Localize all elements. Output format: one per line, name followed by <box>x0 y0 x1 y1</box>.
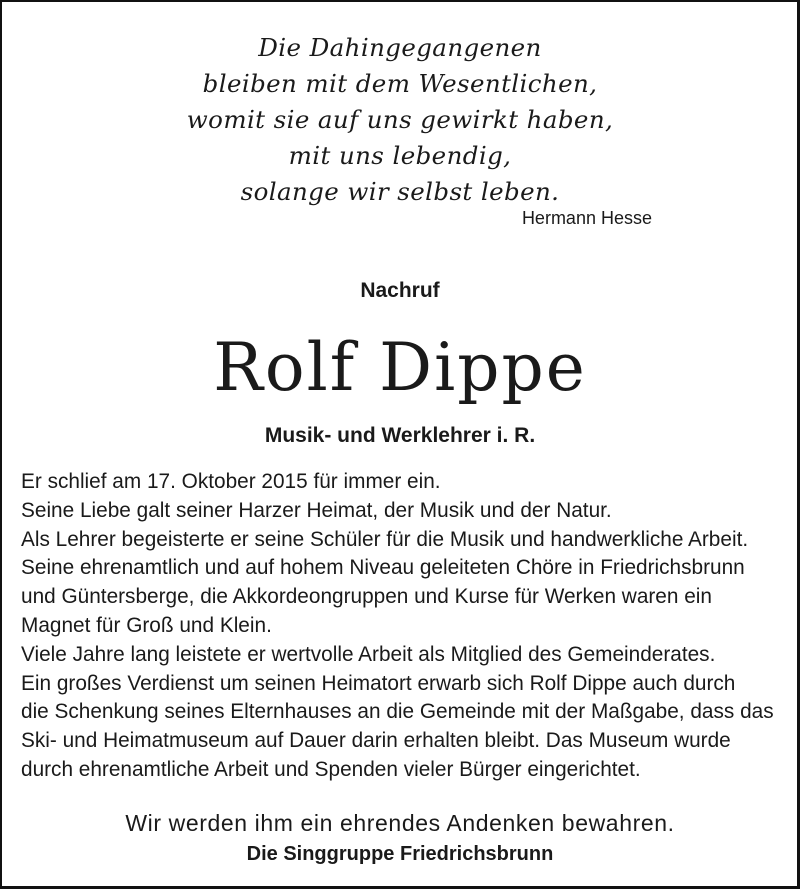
body-line: Seine Liebe galt seiner Harzer Heimat, der Musik und der Natur. <box>21 498 612 522</box>
quote-line: mit uns lebendig, <box>288 141 512 170</box>
body-line: Viele Jahre lang leistete er wertvolle Arbeit als Mitglied des Gemeinderates. <box>21 642 716 666</box>
closing-statement: Wir werden ihm ein ehrendes Andenken bewahren. <box>125 810 675 836</box>
quote-author: Hermann Hesse <box>521 208 652 228</box>
body-line: Ski- und Heimatmuseum auf Dauer darin erhalten bleibt. Das Museum wurde <box>21 729 731 753</box>
obituary-body <box>21 468 781 785</box>
body-line: durch ehrenamtliche Arbeit und Spenden vieler Bürger eingerichtet. <box>21 757 641 781</box>
body-line: Er schlief am 17. Oktober 2015 für immer ein. <box>21 470 441 493</box>
memorial-quote <box>0 30 800 210</box>
deceased-name: Rolf Dippe <box>213 329 587 406</box>
body-line: Ein großes Verdienst um seinen Heimatort erwarb sich Rolf Dippe auch durch <box>21 671 736 695</box>
body-line: die Schenkung seines Elternhauses an die Gemeinde mit der Maßgabe, dass das <box>21 700 774 724</box>
body-line: und Güntersberge, die Akkordeongruppen und Kurse für Werken waren ein <box>21 585 712 609</box>
quote-line: womit sie auf uns gewirkt haben, <box>186 105 614 134</box>
deceased-title: Musik- und Werklehrer i. R. <box>264 424 536 447</box>
quote-line: bleiben mit dem Wesentlichen, <box>202 69 598 98</box>
signature: Die Singgruppe Friedrichsbrunn <box>246 843 554 865</box>
quote-line: Die Dahingegangenen <box>258 33 542 62</box>
body-line: Als Lehrer begeisterte er seine Schüler für die Musik und handwerkliche Arbeit. <box>21 527 749 551</box>
body-line: Magnet für Groß und Klein. <box>21 613 272 637</box>
quote-line: solange wir selbst leben. <box>240 177 560 206</box>
notice-heading: Nachruf <box>360 279 440 302</box>
body-line: Seine ehrenamtlich und auf hohem Niveau geleiteten Chöre in Friedrichsbrunn <box>21 556 745 580</box>
